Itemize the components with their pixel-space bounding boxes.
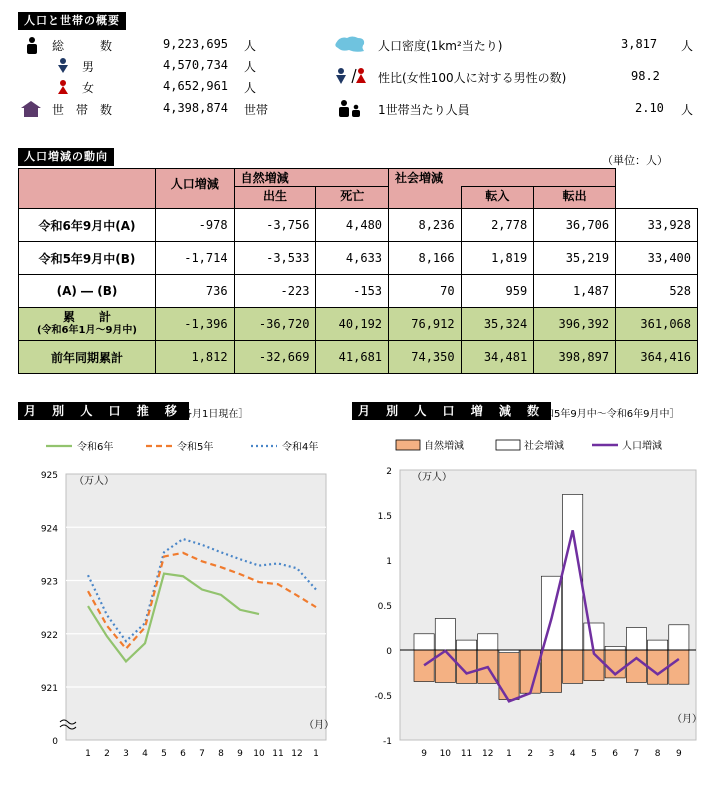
bar-social-change — [456, 640, 476, 650]
header-natural-change: 自然増減 — [234, 169, 388, 187]
row-label-main: 累 計 — [62, 310, 111, 324]
table-cell: 1,487 — [534, 275, 616, 308]
table-cell: 35,219 — [534, 242, 616, 275]
table-cell: 398,897 — [534, 341, 616, 374]
x-tick-label: 9 — [237, 749, 243, 759]
table-cell: 33,400 — [616, 242, 698, 275]
table-cell: -3,756 — [234, 209, 316, 242]
male-value: 4,570,734 — [163, 58, 229, 72]
table-cell: -32,669 — [234, 341, 316, 374]
x-tick-label: 4 — [142, 749, 148, 759]
table-cell: 396,392 — [534, 308, 616, 341]
x-tick-label: 2 — [527, 749, 534, 759]
bar-natural-change — [626, 650, 646, 682]
y-tick-label: 925 — [40, 471, 58, 481]
table-cell: 76,912 — [389, 308, 462, 341]
female-value: 4,652,961 — [163, 79, 229, 93]
table-cell: 361,068 — [616, 308, 698, 341]
x-tick-label: 7 — [199, 749, 205, 759]
header-spacer — [389, 187, 462, 209]
x-tick-label: 6 — [612, 749, 619, 759]
legend-label: 社会増減 — [524, 441, 564, 452]
header-out-migration: 転出 — [534, 187, 616, 209]
table-row — [19, 242, 698, 275]
households-unit: 世帯 — [244, 103, 269, 117]
table-row — [19, 308, 698, 341]
total-label: 総 数 — [52, 39, 113, 53]
y-axis-label: （万人） — [74, 476, 114, 487]
density-value: 3,817 — [621, 37, 658, 51]
header-births: 出生 — [234, 187, 316, 209]
x-tick-label: 7 — [633, 749, 640, 759]
density-unit: 人 — [681, 39, 694, 53]
header-population-change: 人口増減 — [156, 169, 235, 209]
bar-social-change — [478, 634, 498, 650]
map-icon — [333, 34, 367, 54]
right-chart-note: ［令和5年9月中～令和6年9月中］ — [524, 409, 680, 420]
trend-table — [18, 168, 698, 374]
x-tick-label: 11 — [460, 749, 473, 759]
female-label: 女 — [82, 81, 95, 95]
density-label: 人口密度(1km²当たり) — [378, 39, 503, 53]
bar-social-change — [648, 640, 668, 650]
y-tick-label: -0.5 — [374, 692, 392, 702]
total-value: 9,223,695 — [163, 37, 229, 51]
total-unit: 人 — [244, 39, 257, 53]
y-tick-label: 0.5 — [377, 602, 392, 612]
bar-social-change — [584, 623, 604, 650]
x-tick-label: 3 — [548, 749, 555, 759]
table-cell: -978 — [156, 209, 235, 242]
header-deaths: 死亡 — [316, 187, 389, 209]
x-tick-label: 10 — [439, 749, 452, 759]
table-cell: 41,681 — [316, 341, 389, 374]
y-tick-label: 0 — [386, 647, 392, 657]
x-tick-label: 11 — [272, 749, 284, 759]
table-cell: 70 — [389, 275, 462, 308]
right-chart-title: 月 別 人 口 増 減 数 — [352, 402, 551, 420]
x-tick-label: 5 — [591, 749, 597, 759]
table-row — [19, 275, 698, 308]
y-tick-label: 922 — [40, 630, 58, 641]
table-cell: 8,166 — [389, 242, 462, 275]
x-axis-label: （月） — [672, 714, 702, 725]
y-tick-label: 1 — [386, 557, 392, 567]
male-unit: 人 — [244, 60, 257, 74]
table-cell: 2,778 — [461, 209, 534, 242]
overview-title: 人口と世帯の概要 — [18, 12, 126, 30]
bar-natural-change — [414, 650, 434, 682]
row-label: 令和6年9月中(A) — [19, 209, 156, 242]
table-cell: 8,236 — [389, 209, 462, 242]
house-icon — [20, 100, 42, 118]
legend-label: 令和6年 — [77, 442, 114, 453]
x-tick-label: 1 — [85, 749, 91, 759]
header-empty — [19, 169, 156, 209]
x-tick-label: 5 — [161, 749, 167, 759]
table-cell: -153 — [316, 275, 389, 308]
y-tick-label: 2 — [386, 467, 392, 477]
households-label: 世 帯 数 — [52, 103, 113, 117]
y-tick-label: 924 — [40, 524, 58, 535]
table-cell: 959 — [461, 275, 534, 308]
table-cell: 1,819 — [461, 242, 534, 275]
table-cell: 40,192 — [316, 308, 389, 341]
table-cell: -1,396 — [156, 308, 235, 341]
bar-social-change — [626, 628, 646, 651]
legend-label: 人口増減 — [622, 441, 662, 452]
table-cell: 35,324 — [461, 308, 534, 341]
row-label: 令和5年9月中(B) — [19, 242, 156, 275]
row-label: 前年同期累計 — [19, 341, 156, 374]
x-tick-label: 10 — [253, 749, 265, 759]
x-tick-label: 6 — [180, 749, 186, 759]
left-chart-note: ［各月1日現在］ — [172, 409, 249, 420]
x-tick-label: 12 — [482, 749, 494, 759]
table-cell: 36,706 — [534, 209, 616, 242]
row-label: (A) ― (B) — [19, 275, 156, 308]
row-label — [19, 308, 156, 341]
table-cell: 364,416 — [616, 341, 698, 374]
legend-label: 令和4年 — [282, 442, 319, 453]
bar-social-change — [435, 619, 455, 651]
left-line-chart — [16, 430, 336, 780]
legend-swatch — [496, 440, 520, 450]
male-icon — [56, 57, 70, 73]
y-tick-label: 1.5 — [377, 512, 392, 522]
x-tick-label: 9 — [675, 749, 682, 759]
bar-natural-change — [669, 650, 689, 684]
legend-label: 令和5年 — [177, 442, 214, 453]
bar-natural-change — [541, 650, 561, 692]
table-cell: 4,633 — [316, 242, 389, 275]
y-axis-label: （万人） — [412, 472, 452, 483]
trend-title: 人口増減の動向 — [18, 148, 114, 166]
x-tick-label: 9 — [421, 749, 427, 759]
female-unit: 人 — [244, 81, 257, 95]
gender-ratio-icon — [336, 67, 366, 85]
x-tick-label: 12 — [291, 749, 303, 759]
table-cell: 736 — [156, 275, 235, 308]
bar-social-change — [669, 625, 689, 650]
female-icon — [56, 79, 70, 95]
members-per-household-unit: 人 — [681, 103, 694, 117]
y-tick-label: 923 — [40, 577, 58, 588]
table-row — [19, 341, 698, 374]
x-tick-label: 4 — [569, 749, 576, 759]
table-cell: 1,812 — [156, 341, 235, 374]
header-in-migration: 転入 — [461, 187, 534, 209]
table-cell: -1,714 — [156, 242, 235, 275]
x-tick-label: 1 — [506, 749, 512, 759]
left-chart-title: 月 別 人 口 推 移 — [18, 402, 189, 420]
y-tick-label: 0 — [52, 737, 58, 747]
x-tick-label: 8 — [218, 749, 224, 759]
y-tick-label: 921 — [40, 684, 58, 694]
bar-social-change — [414, 634, 434, 650]
y-tick-label: -1 — [383, 737, 392, 747]
table-cell: -3,533 — [234, 242, 316, 275]
table-cell: 33,928 — [616, 209, 698, 242]
households-value: 4,398,874 — [163, 101, 229, 115]
household-members-icon — [337, 99, 363, 117]
x-tick-label: 8 — [654, 749, 661, 759]
table-cell: 4,480 — [316, 209, 389, 242]
row-label-sub: (令和6年1月～9月中) — [36, 325, 137, 336]
x-tick-label: 3 — [123, 749, 129, 759]
members-per-household-label: 1世帯当たり人員 — [378, 103, 470, 117]
bar-natural-change — [648, 650, 668, 684]
table-row — [19, 209, 698, 242]
table-cell: -223 — [234, 275, 316, 308]
sex-ratio-label: 性比(女性100人に対する男性の数) — [378, 71, 567, 85]
x-tick-label: 1 — [313, 749, 319, 759]
bar-social-change — [605, 646, 625, 650]
x-axis-label: （月） — [304, 720, 334, 731]
right-bar-chart — [356, 430, 706, 780]
members-per-household-value: 2.10 — [635, 101, 664, 115]
bar-natural-change — [563, 650, 583, 683]
table-cell: 74,350 — [389, 341, 462, 374]
legend-label: 自然増減 — [424, 441, 464, 452]
table-cell: 528 — [616, 275, 698, 308]
table-cell: 34,481 — [461, 341, 534, 374]
unit-note: （単位：人） — [602, 154, 668, 167]
plot-area — [66, 474, 326, 740]
legend-swatch — [396, 440, 420, 450]
male-label: 男 — [82, 60, 95, 74]
header-social-change: 社会増減 — [389, 169, 616, 187]
table-cell: -36,720 — [234, 308, 316, 341]
sex-ratio-value: 98.2 — [631, 69, 660, 83]
x-tick-label: 2 — [104, 749, 110, 759]
person-icon — [24, 36, 40, 54]
